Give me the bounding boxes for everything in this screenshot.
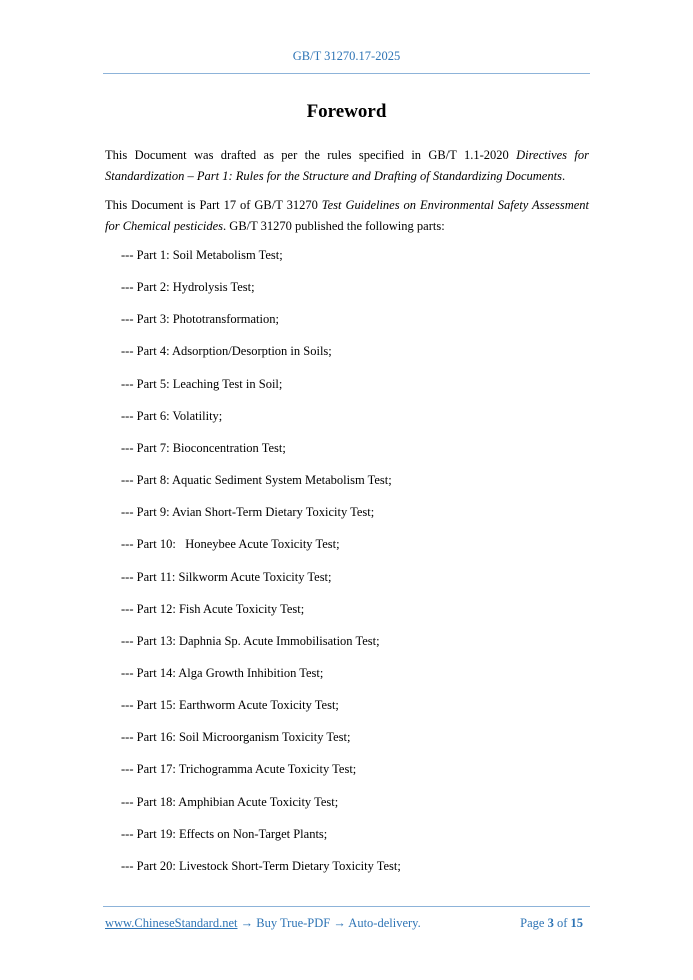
list-item: --- Part 14: Alga Growth Inhibition Test; <box>121 665 324 680</box>
list-item: --- Part 5: Leaching Test in Soil; <box>121 376 283 391</box>
footer-promo <box>105 916 421 931</box>
list-item: --- Part 2: Hydrolysis Test; <box>121 280 255 295</box>
footer-divider <box>103 906 590 907</box>
list-item: --- Part 7: Bioconcentration Test; <box>121 440 286 455</box>
website-link[interactable]: www.ChineseStandard.net <box>105 916 238 930</box>
page-title: Foreword <box>306 101 387 122</box>
paragraph-italic: Directives for Standardization – Part 1: Rules for the Structure and Drafting of Standardizing Documents <box>105 148 589 183</box>
paragraph-italic: Test Guidelines on Environmental Safety Assessment for Chemical pesticides <box>105 198 589 233</box>
current-page: 3 <box>547 916 554 930</box>
header-doc-id: GB/T 31270.17-2025 <box>292 49 401 63</box>
list-item: --- Part 16: Soil Microorganism Toxicity Test; <box>121 730 351 745</box>
list-item: --- Part 19: Effects on Non-Target Plants; <box>121 826 328 841</box>
list-item: --- Part 12: Fish Acute Toxicity Test; <box>121 601 305 616</box>
footer-tail: → Buy True-PDF → Auto-delivery. <box>237 916 421 930</box>
list-item: --- Part 8: Aquatic Sediment System Metabolism Test; <box>121 473 392 488</box>
list-item: --- Part 1: Soil Metabolism Test; <box>121 248 283 262</box>
paragraph-text: This Document was drafted as per the rules specified in GB/T 1.1-2020 <box>105 148 517 162</box>
list-item: --- Part 4: Adsorption/Desorption in Soils; <box>121 344 332 359</box>
page-number <box>520 916 583 931</box>
list-item: --- Part 11: Silkworm Acute Toxicity Test; <box>121 569 332 584</box>
header-divider <box>103 73 590 74</box>
list-item: --- Part 18: Amphibian Acute Toxicity Test; <box>121 794 339 809</box>
of-label: of <box>553 916 571 930</box>
paragraph-text: . <box>561 169 566 183</box>
paragraph-2 <box>105 195 589 237</box>
page-label: Page <box>520 916 548 930</box>
total-pages: 15 <box>570 916 583 930</box>
list-item: --- Part 9: Avian Short-Term Dietary Toxicity Test; <box>121 505 375 520</box>
list-item: --- Part 3: Phototransformation; <box>121 312 279 327</box>
list-item: --- Part 17: Trichogramma Acute Toxicity Test; <box>121 762 357 777</box>
list-item: --- Part 15: Earthworm Acute Toxicity Test; <box>121 698 339 713</box>
paragraph-1 <box>105 145 589 187</box>
list-item: --- Part 13: Daphnia Sp. Acute Immobilisation Test; <box>121 633 380 648</box>
list-item: --- Part 10: Honeybee Acute Toxicity Test; <box>121 537 340 552</box>
paragraph-text: This Document is Part 17 of GB/T 31270 <box>105 198 322 212</box>
paragraph-text: . GB/T 31270 published the following parts: <box>223 219 445 233</box>
list-item: --- Part 20: Livestock Short-Term Dietary Toxicity Test; <box>121 858 401 873</box>
list-item: --- Part 6: Volatility; <box>121 408 223 423</box>
